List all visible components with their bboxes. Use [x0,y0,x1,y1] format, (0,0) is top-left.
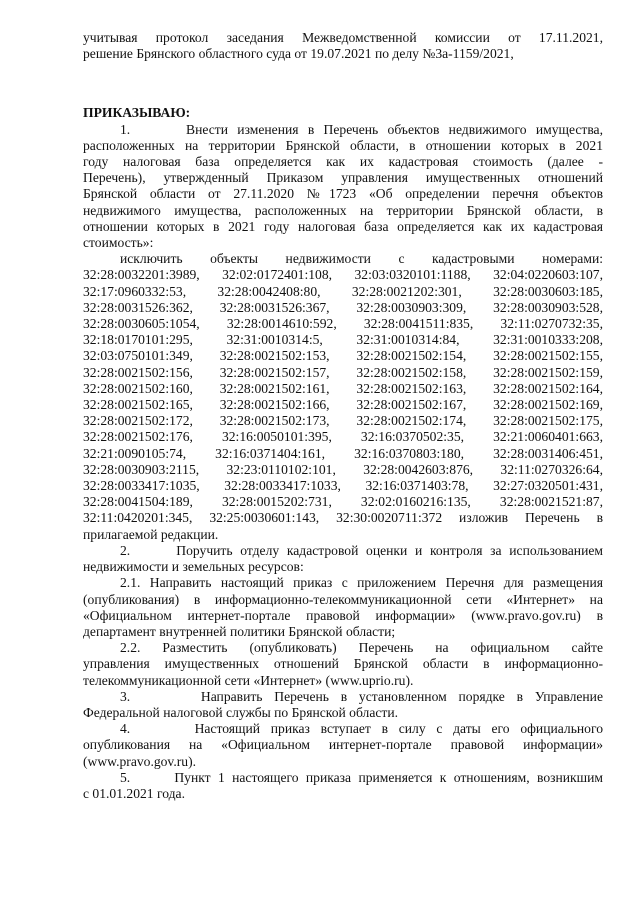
item-4-line: (www.pravo.gov.ru). [83,753,196,769]
item-2-2 [83,640,603,689]
item-5 [83,770,603,802]
cadastral-line: 32:28:0021502:160, 32:28:0021502:161, 32:28:0021502:163, 32:28:0021502:164, [83,380,603,396]
item-5-line: 5. Пункт 1 настоящего приказа применяется к отношениям, возникшим [120,769,603,785]
item-1 [83,122,603,543]
cadastral-line: 32:03:0750101:349, 32:28:0021502:153, 32:28:0021502:154, 32:28:0021502:155, [83,348,603,364]
item-2-1-line: департамент внутренней политики Брянской области; [83,623,396,639]
document-page [83,30,603,802]
item-2-2-line: 2.2. Разместить (опубликовать) Перечень на официальном сайте [120,640,603,656]
item-5-line: с 01.01.2021 года. [83,785,185,801]
intro-paragraph [83,30,603,62]
cadastral-line: 32:28:0030605:1054, 32:28:0014610:592, 32:28:0041511:835, 32:11:0270732:35, [83,316,603,332]
cadastral-line: 32:11:0420201:345, 32:25:0030601:143, 32:30:0020711:372 изложив Перечень в [83,510,603,526]
cadastral-number-list [83,251,603,526]
item-1-line: отношении которых в 2021 году налоговая база определяется как их кадастровая [83,218,603,234]
item-4-line: опубликования на «Официальном интернет-портале правовой информации» [83,737,603,753]
item-1-line: 1. Внести изменения в Перечень объектов недвижимого имущества, [120,121,603,137]
item-1-tail: прилагаемой редакции. [83,526,219,542]
item-2-2-line: управления имущественных отношений Брянской области в информационно- [83,656,603,672]
intro-line-2: решение Брянского областного суда от 19.07.2021 по делу №3а-1159/2021, [83,46,514,62]
item-2-2-line: телекоммуникационной сети «Интернет» (www.uprio.ru). [83,672,414,688]
item-3-line: 3. Направить Перечень в установленном порядке в Управление [120,688,603,704]
item-4 [83,721,603,770]
cadastral-line: 32:28:0041504:189, 32:28:0015202:731, 32:02:0160216:135, 32:28:0021521:87, [83,494,603,510]
cadastral-line: 32:28:0021502:165, 32:28:0021502:166, 32:28:0021502:167, 32:28:0021502:169, [83,397,603,413]
cadastral-line: 32:28:0031526:362, 32:28:0031526:367, 32:28:0030903:309, 32:28:0030903:528, [83,299,603,315]
item-1-line: Перечень), утвержденный Приказом управления имущественных отношений [83,170,603,186]
cadastral-line: 32:21:0090105:74, 32:16:0371404:161, 32:16:0370803:180, 32:28:0031406:451, [83,445,603,461]
item-1-line: недвижимого имущества, расположенных на территории Брянской области, в [83,202,603,218]
cadastral-line: 32:28:0021502:172, 32:28:0021502:173, 32:28:0021502:174, 32:28:0021502:175, [83,413,603,429]
item-1-line: расположенных на территории Брянской области, в отношении которых в 2021 [83,137,603,153]
cadastral-line: 32:28:0030903:2115, 32:23:0110102:101, 32:28:0042603:876, 32:11:0270326:64, [83,461,603,477]
intro-line-1: учитывая протокол заседания Межведомственной комиссии от 17.11.2021, [83,30,603,45]
exclude-line: исключить объекты недвижимости с кадастровыми номерами: [120,251,603,267]
item-1-line: стоимость»: [83,235,154,251]
order-heading: ПРИКАЗЫВАЮ: [83,105,191,121]
item-2-1-line: 2.1. Направить настоящий приказ с приложением Перечня для размещения [120,575,603,591]
item-3 [83,689,603,721]
cadastral-line: 32:28:0021502:176, 32:16:0050101:395, 32:16:0370502:35, 32:21:0060401:663, [83,429,603,445]
item-1-line: Брянской области от 27.11.2020 №1723 «Об определении перечня объектов [83,186,603,202]
item-3-line: Федеральной налоговой службы по Брянской области. [83,704,399,720]
cadastral-line: 32:28:0021502:156, 32:28:0021502:157, 32:28:0021502:158, 32:28:0021502:159, [83,364,603,380]
cadastral-line: 32:28:0033417:1035, 32:28:0033417:1033, 32:16:0371403:78, 32:27:0320501:431, [83,478,603,494]
cadastral-line: 32:18:0170101:295, 32:31:0010314:5, 32:31:0010314:84, 32:31:0010333:208, [83,332,603,348]
item-2 [83,543,603,575]
cadastral-line: 32:17:0960332:53, 32:28:0042408:80, 32:28:0021202:301, 32:28:0030603:185, [83,283,603,299]
item-1-line: году налоговая база определяется как их кадастровая стоимость (далее - [83,154,603,170]
item-2-line: недвижимости и земельных ресурсов: [83,559,304,575]
item-2-1-line: (опубликования) в информационно-телекоммуникационной сети «Интернет» на [83,591,603,607]
item-2-1-line: «Официальном интернет-портале правовой информации» (www.pravo.gov.ru) в [83,607,603,623]
item-2-1 [83,575,603,640]
cadastral-line: 32:28:0032201:3989, 32:02:0172401:108, 32:03:0320101:1188, 32:04:0220603:107, [83,267,603,283]
item-4-line: 4. Настоящий приказ вступает в силу с даты его официального [120,721,603,737]
item-2-line: 2. Поручить отделу кадастровой оценки и контроля за использованием [120,542,603,558]
